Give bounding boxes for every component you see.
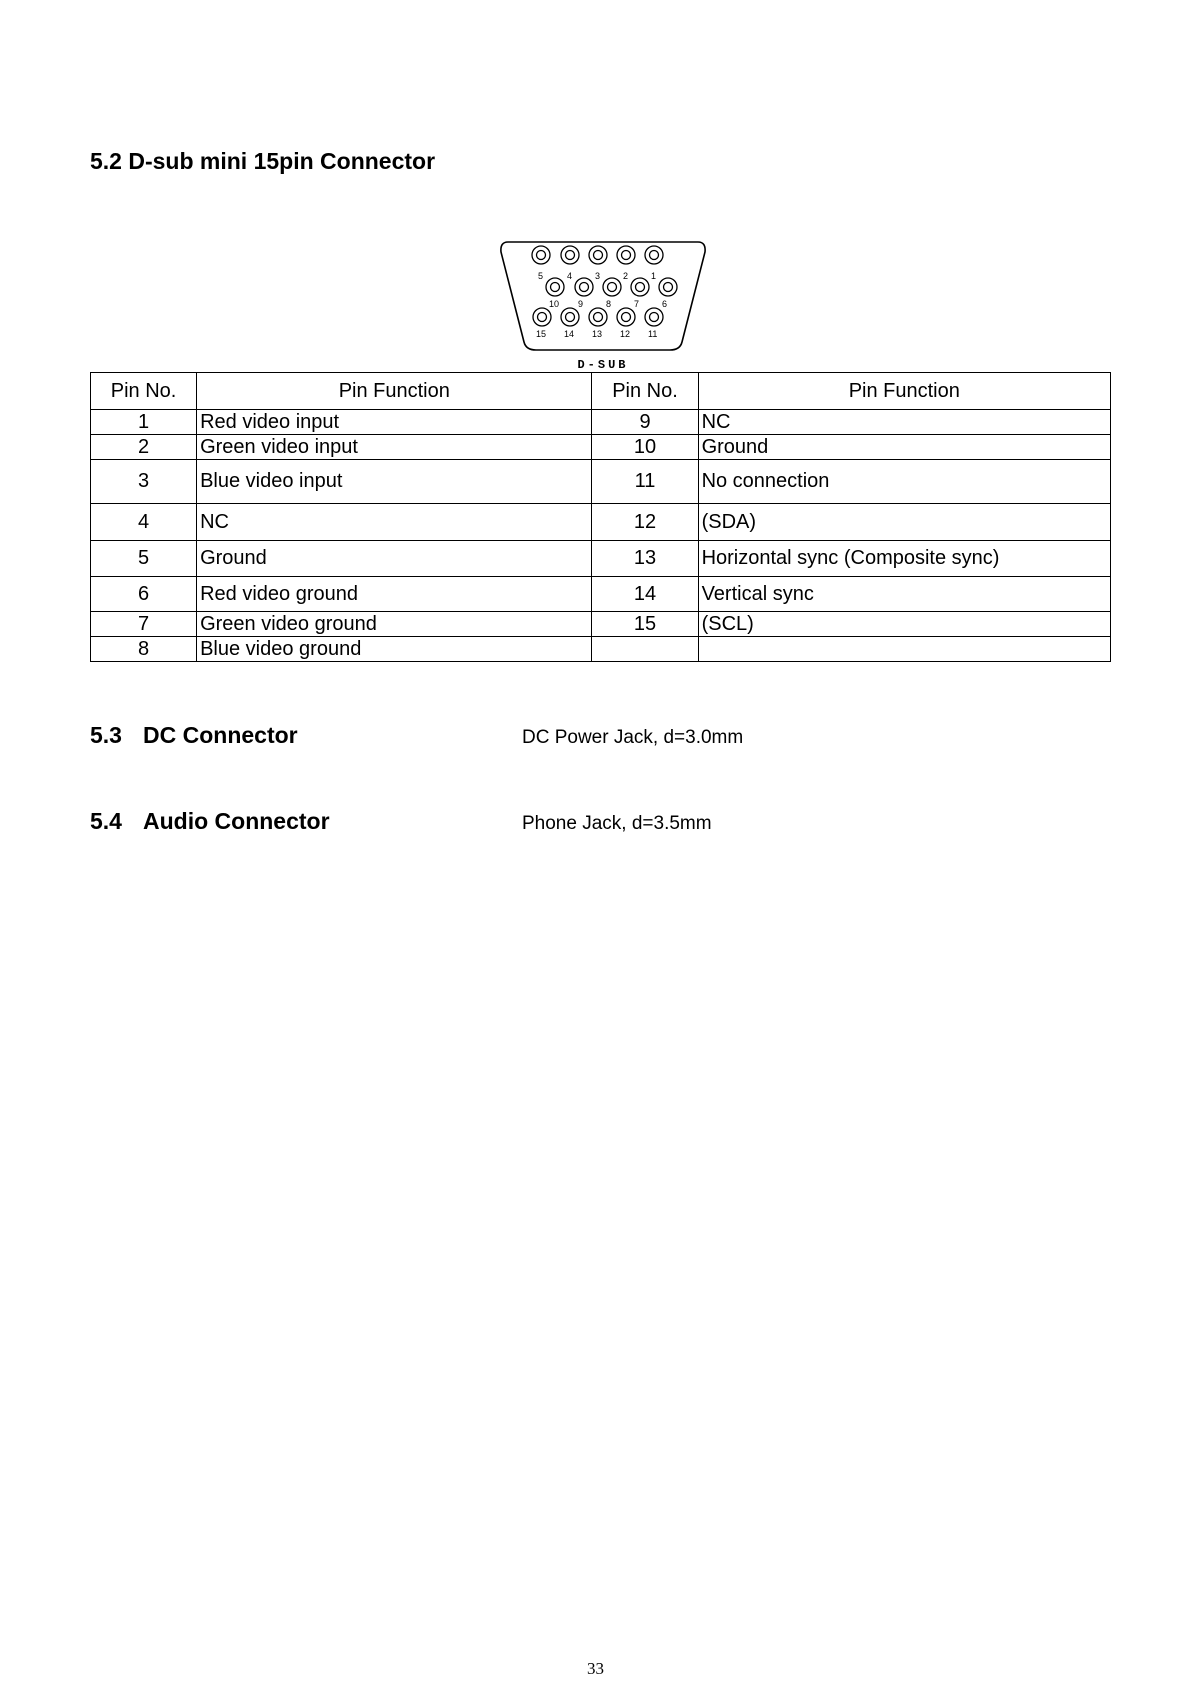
pin-function: Red video input (197, 410, 592, 435)
pin-number-label: 4 (567, 271, 573, 281)
pin-contact (636, 283, 645, 292)
pin-function: Ground (698, 435, 1110, 460)
pin-contact (622, 313, 631, 322)
pin-assignment-table (90, 372, 1111, 662)
pin-function: Green video input (197, 435, 592, 460)
pin-contact (551, 283, 560, 292)
pin-number-label: 12 (620, 329, 631, 339)
table-row (91, 612, 1111, 637)
pin-function: NC (197, 504, 592, 541)
table-row (91, 577, 1111, 612)
pin-number: 14 (592, 577, 698, 612)
dsub-connector-diagram (498, 236, 708, 370)
pin-number-label: 5 (538, 271, 544, 281)
pin-number-label: 3 (595, 271, 601, 281)
dc-connector-description: DC Power Jack, d=3.0mm (522, 727, 744, 748)
header-pin-no: Pin No. (592, 373, 698, 410)
pin-number-label: 7 (634, 299, 640, 309)
pin-contact (650, 313, 659, 322)
pin-contact (664, 283, 673, 292)
pin-number-label: 13 (592, 329, 603, 339)
pin-number: 5 (91, 541, 197, 577)
pin-function: (SDA) (698, 504, 1110, 541)
header-pin-function: Pin Function (698, 373, 1110, 410)
pin-number: 3 (91, 460, 197, 504)
table-row (91, 435, 1111, 460)
pin-number: 2 (91, 435, 197, 460)
pin-function: (SCL) (698, 612, 1110, 637)
pin-contact (622, 251, 631, 260)
pin-number-label: 8 (606, 299, 612, 309)
page-number: 33 (587, 1659, 604, 1678)
table-row (91, 541, 1111, 577)
pin-number: 7 (91, 612, 197, 637)
pin-number: 13 (592, 541, 698, 577)
pin-number-label: 6 (662, 299, 668, 309)
section-5-4-heading (90, 810, 330, 833)
dsub-label: D-SUB (577, 358, 629, 370)
pin-function: Horizontal sync (Composite sync) (698, 541, 1110, 577)
pin-function: Red video ground (197, 577, 592, 612)
pin-contact (537, 251, 546, 260)
section-number: 5.4 (90, 808, 122, 834)
pin-number: 1 (91, 410, 197, 435)
pin-number: 12 (592, 504, 698, 541)
pin-contact (580, 283, 589, 292)
pin-number: 4 (91, 504, 197, 541)
pin-number: 8 (91, 637, 197, 662)
section-5-2-heading: 5.2 D-sub mini 15pin Connector (90, 148, 436, 174)
pin-contact (594, 251, 603, 260)
pin-contact (566, 313, 575, 322)
pin-number: 15 (592, 612, 698, 637)
pin-function: Vertical sync (698, 577, 1110, 612)
pin-function: Green video ground (197, 612, 592, 637)
header-pin-function: Pin Function (197, 373, 592, 410)
pin-function (698, 637, 1110, 662)
pin-number: 11 (592, 460, 698, 504)
pin-contact (650, 251, 659, 260)
audio-connector-description: Phone Jack, d=3.5mm (522, 813, 712, 834)
pin-number-label: 9 (578, 299, 584, 309)
table-row (91, 504, 1111, 541)
pin-number-label: 14 (564, 329, 575, 339)
pin-number-label: 2 (623, 271, 629, 281)
pin-function: Blue video input (197, 460, 592, 504)
pin-number: 9 (592, 410, 698, 435)
pin-number (592, 637, 698, 662)
table-row (91, 460, 1111, 504)
section-5-3-heading (90, 724, 298, 747)
pin-contact (608, 283, 617, 292)
pin-number: 10 (592, 435, 698, 460)
pin-function: No connection (698, 460, 1110, 504)
section-title: Audio Connector (143, 808, 330, 834)
pin-number-label: 1 (651, 271, 657, 281)
pin-number-label: 11 (648, 329, 658, 339)
pin-contact (538, 313, 547, 322)
pin-function: Ground (197, 541, 592, 577)
pin-function: NC (698, 410, 1110, 435)
dsub-connector-svg (498, 236, 708, 370)
pin-number-label: 15 (536, 329, 547, 339)
header-pin-no: Pin No. (91, 373, 197, 410)
pin-number-label: 10 (549, 299, 560, 309)
pin-contact (566, 251, 575, 260)
table-row (91, 637, 1111, 662)
section-title: DC Connector (143, 722, 298, 748)
pin-number: 6 (91, 577, 197, 612)
pin-function: Blue video ground (197, 637, 592, 662)
pin-contact (594, 313, 603, 322)
table-header-row (91, 373, 1111, 410)
table-row (91, 410, 1111, 435)
section-number: 5.3 (90, 722, 122, 748)
